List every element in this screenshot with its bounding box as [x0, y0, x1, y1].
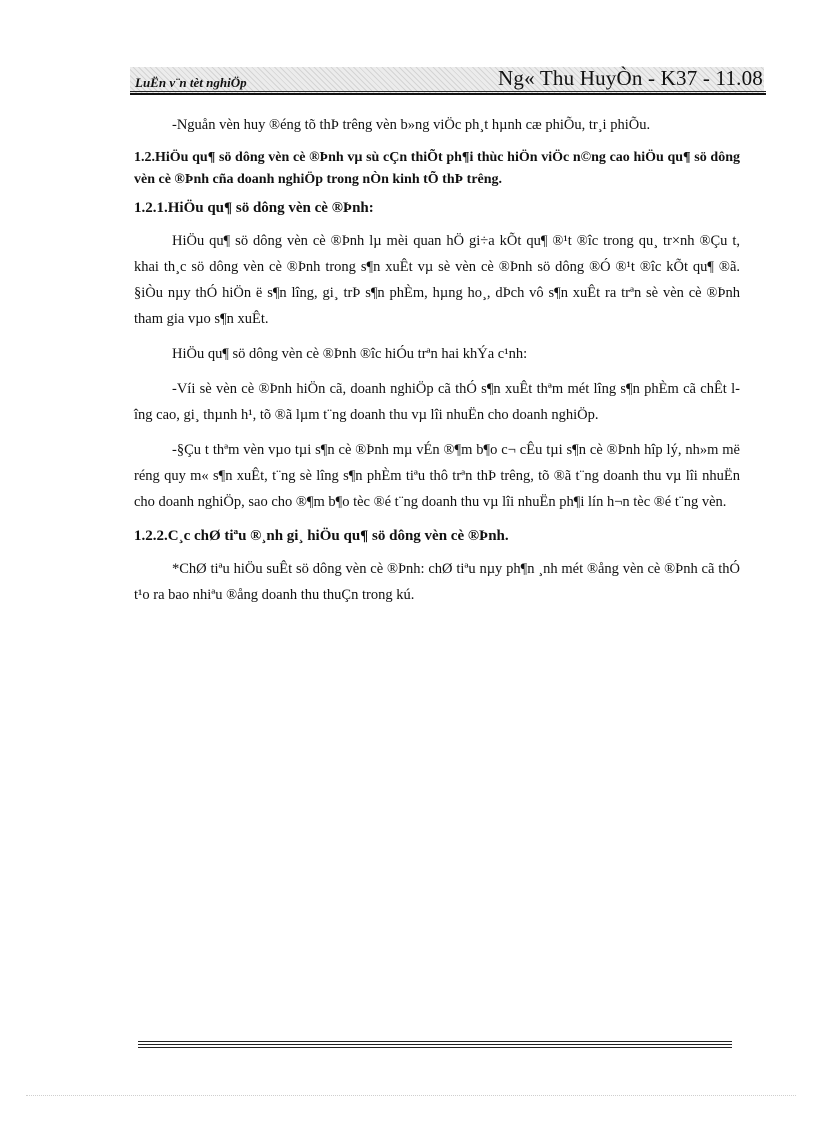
paragraph-aspect-one: -Víi sè vèn cè ®Þnh hiÖn cã, doanh nghiÖp cã thÓ s¶n xuÊt thªm mét lîng s¶n phÈm cã chÊt lîng cao, gi¸ thµnh h¹, tõ ®ã lµm t¨ng doanh thu vµ lîi nhuËn cho doanh nghiÖp.: [134, 381, 740, 423]
page-edge-divider: [26, 1095, 796, 1096]
footer-rule: [138, 1044, 732, 1045]
heading-1-2: 1.2.HiÖu qu¶ sö dông vèn cè ®Þnh vµ sù cÇn thiÕt ph¶i thùc hiÖn viÖc n©ng cao hiÖu qu¶ sö dông vèn cè ®Þnh cña doanh nghiÖp trong nÒn kinh tÕ thÞ trêng.: [134, 150, 740, 187]
heading-1-2-1: 1.2.1.HiÖu qu¶ sö dông vèn cè ®Þnh:: [134, 200, 374, 216]
heading-1-2-2: 1.2.2.C¸c chØ tiªu ®¸nh gi¸ hiÖu qu¶ sö dông vèn cè ®Þnh.: [134, 528, 509, 544]
footer-rule: [138, 1041, 732, 1042]
paragraph-efficiency-definition: HiÖu qu¶ sö dông vèn cè ®Þnh lµ mèi quan hÖ gi÷a kÕt qu¶ ®¹t ®îc trong qu¸ tr×nh ®Çu t, khai th¸c sö dông vèn cè ®Þnh trong s¶n xuÊt vµ sè vèn cè ®Þnh sö dông ®Ó ®¹t ®îc kÕt qu¶ ®ã. §iÒu nµy thÓ hiÖn ë s¶n lîng, gi¸ trÞ s¶n phÈm, hµng ho¸, dÞch vô s¶n xuÊt ra trªn sè vèn cè ®Þnh tham gia vµo s¶n xuÊt.: [134, 233, 740, 327]
header-rule-thin: [130, 91, 766, 92]
header-author-label: Ng« Thu HuyÒn - K37 - 11.08: [498, 66, 763, 90]
paragraph-capital-sources: -Nguån vèn huy ®éng tõ thÞ trêng vèn b»ng viÖc ph¸t hµnh cæ phiÕu, tr¸i phiÕu.: [172, 117, 651, 133]
page-body: [134, 112, 740, 608]
paragraph-performance-indicator: *ChØ tiªu hiÖu suÊt sö dông vèn cè ®Þnh: chØ tiªu nµy ph¶n ¸nh mét ®ång vèn cè ®Þnh cã thÓ t¹o ra bao nhiªu ®ång doanh thu thuÇn trong kú.: [134, 561, 740, 603]
header-rule: [130, 93, 766, 95]
header-thesis-label: LuËn v¨n tèt nghiÖp: [135, 75, 247, 90]
paragraph-aspect-two: -§Çu t thªm vèn vµo tµi s¶n cè ®Þnh mµ vÉn ®¶m b¶o c¬ cÊu tµi s¶n cè ®Þnh hîp lý, nh»m më réng quy m« s¶n xuÊt, t¨ng sè lîng s¶n phÈm tiªu thô trªn thÞ trêng, tõ ®ã t¨ng doanh thu vµ lîi nhuËn cho doanh nghiÖp, sao cho ®¶m b¶o tèc ®é t¨ng doanh thu vµ lîi nhuËn ph¶i lín h¬n tèc ®é t¨ng vèn.: [134, 442, 740, 510]
footer-rule: [138, 1047, 732, 1048]
paragraph-two-aspects: HiÖu qu¶ sö dông vèn cè ®Þnh ®îc hiÓu trªn hai khÝa c¹nh:: [172, 346, 528, 362]
